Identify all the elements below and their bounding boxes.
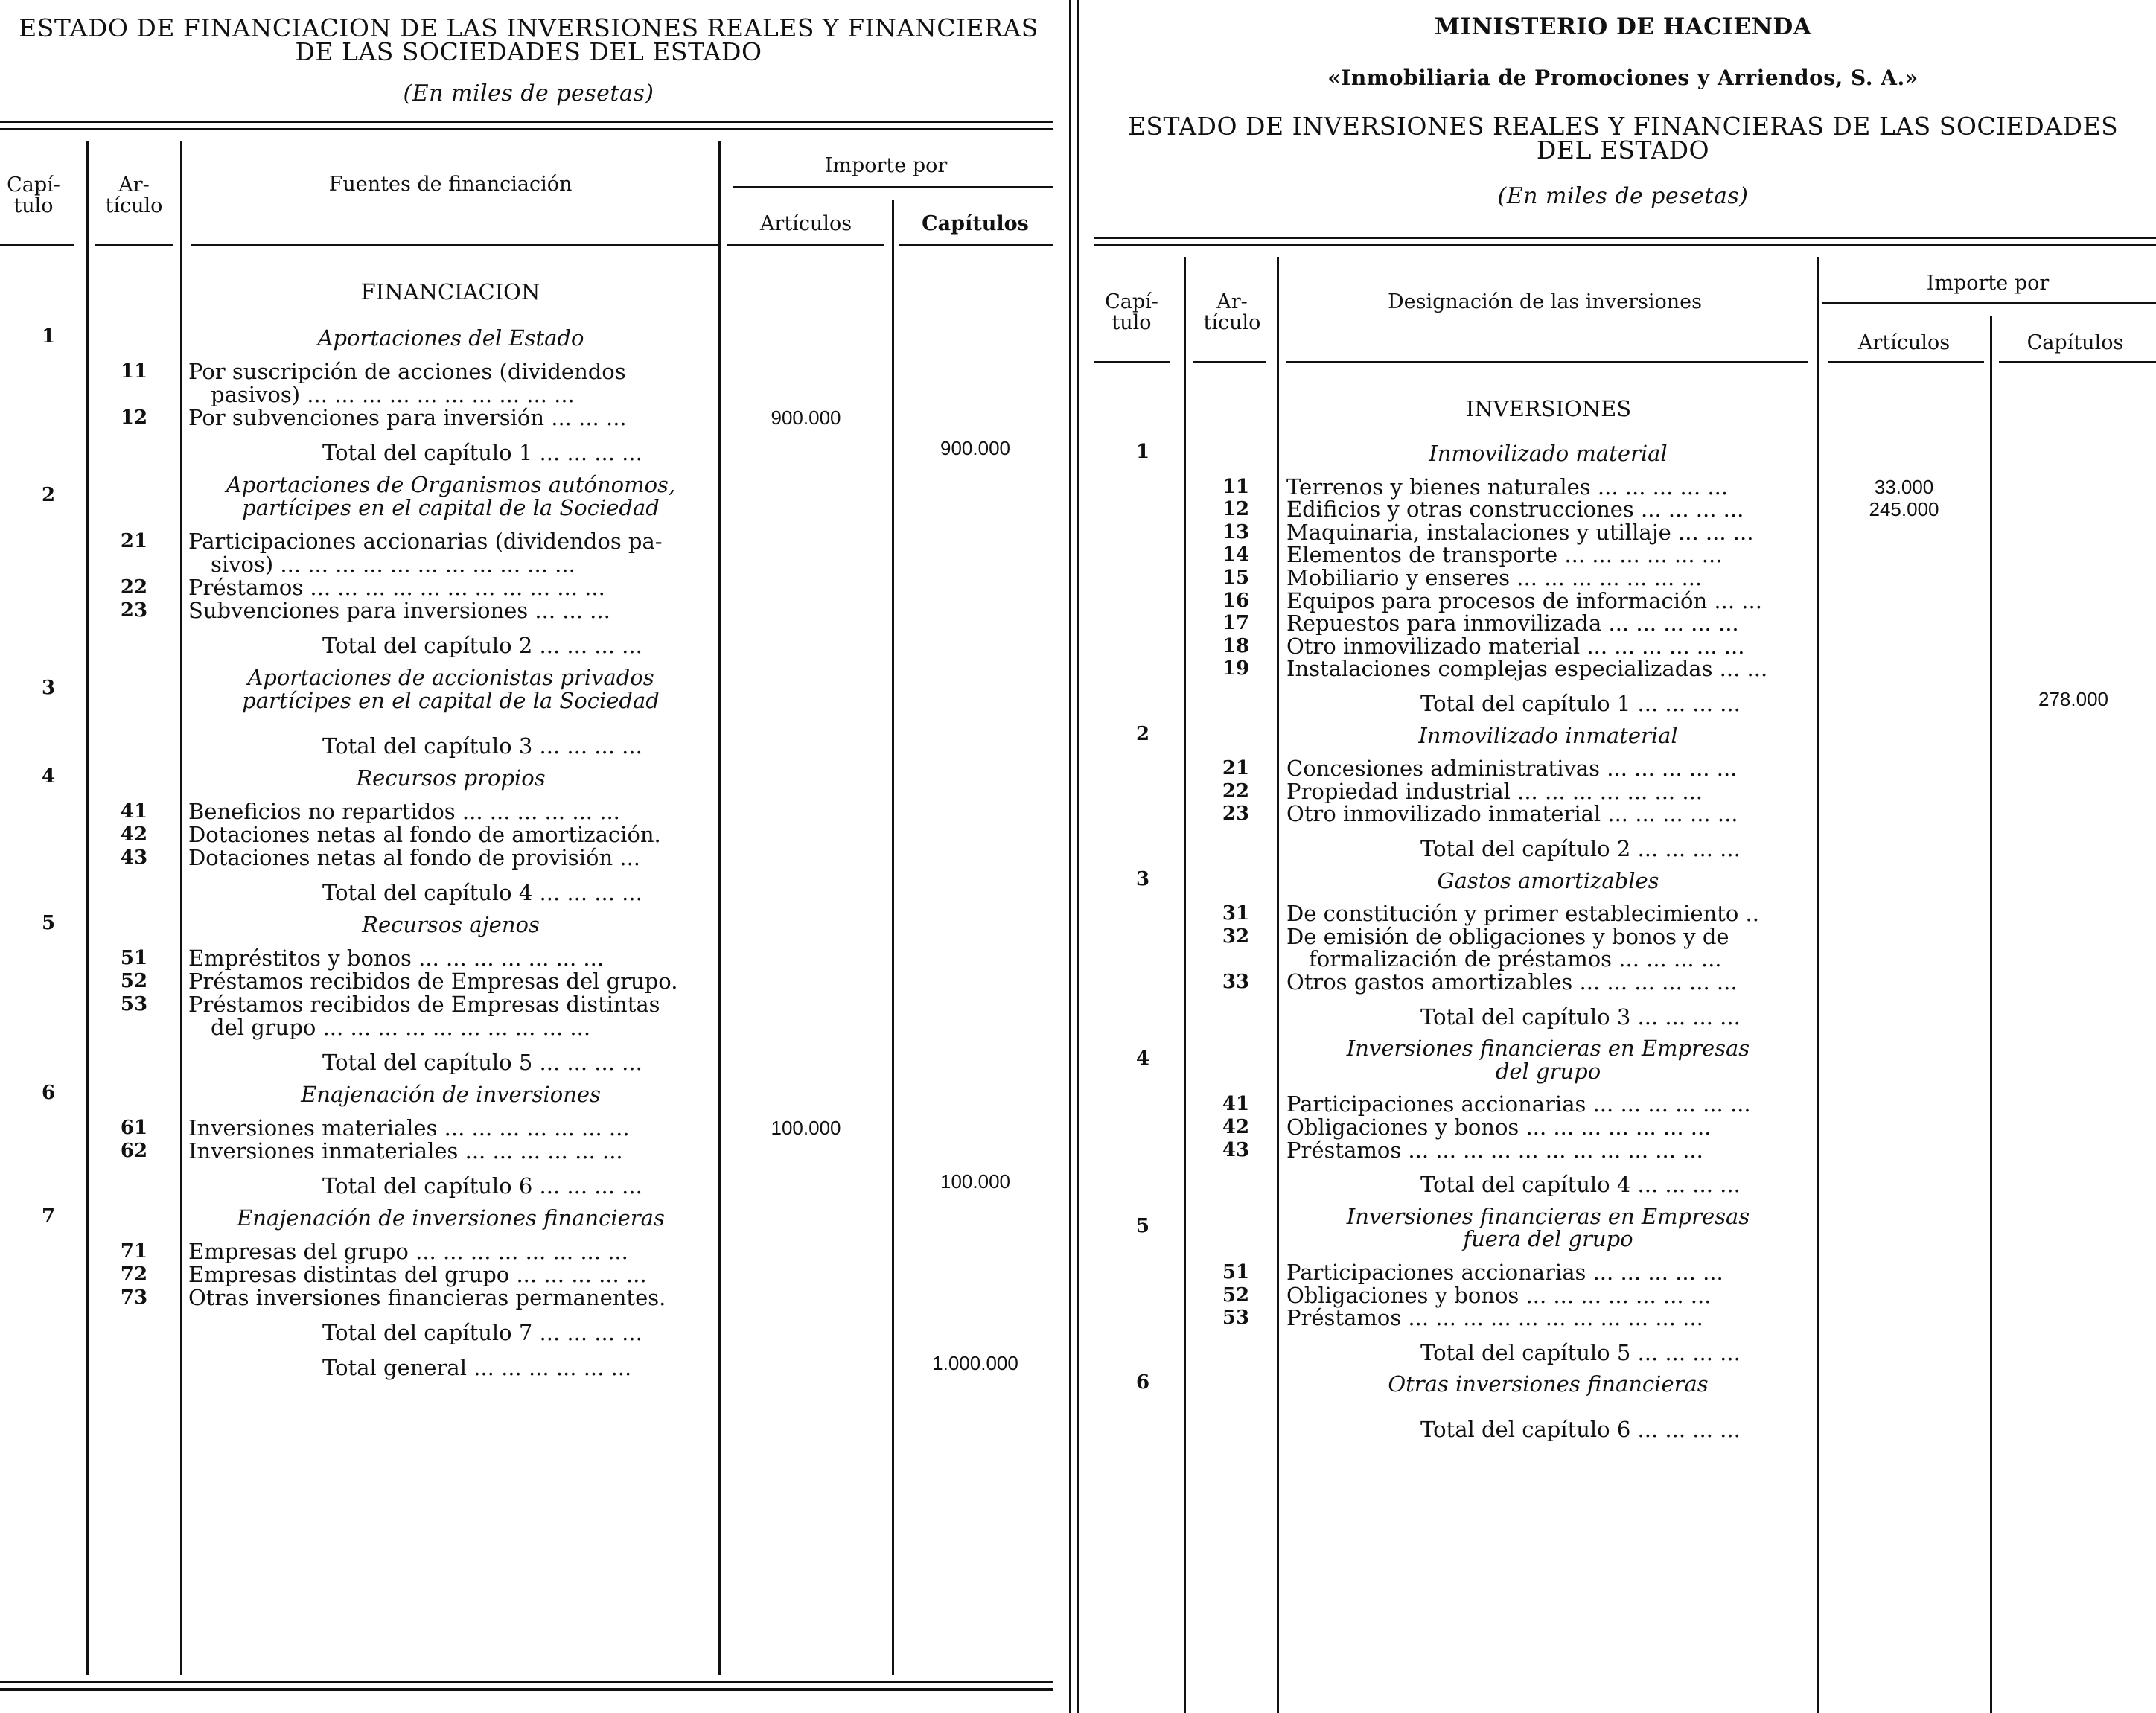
left-rule-top-2: [0, 128, 1053, 130]
left-article-line-1: Empréstitos y bonos ... ... ... ... ... ... ...: [188, 945, 605, 971]
right-article-line-1: Propiedad industrial ... ... ... ... ... ... ...: [1286, 778, 1703, 804]
left-chapter-number: 1: [41, 325, 56, 348]
right-chapter-title-line-2: del grupo: [1495, 1058, 1601, 1084]
right-chapter-number: 1: [1135, 441, 1150, 463]
right-article-line-1: Edificios y otras construcciones ... ... ... ...: [1286, 497, 1744, 523]
right-article-number: 33: [1222, 971, 1250, 993]
left-article-number: 43: [120, 846, 148, 869]
left-article-number: 21: [120, 530, 148, 552]
right-total-line: Total del capítulo 6 ... ... ... ...: [1420, 1417, 1741, 1442]
right-article-line-1: Obligaciones y bonos ... ... ... ... ... ... ...: [1286, 1114, 1712, 1140]
right-article-number: 51: [1222, 1261, 1250, 1283]
left-chapter-title: Aportaciones del Estado: [317, 325, 584, 351]
left-article-line-1: Por subvenciones para inversión ... ... ...: [188, 405, 627, 430]
left-total-line: Total del capítulo 1 ... ... ... ...: [322, 440, 642, 465]
right-total-line: Total del capítulo 1 ... ... ... ...: [1420, 691, 1741, 716]
left-total-line: Total del capítulo 5 ... ... ... ...: [322, 1050, 642, 1075]
right-article-line-1: Otro inmovilizado inmaterial ... ... ... ... ...: [1286, 801, 1738, 827]
right-chapter-title-line-1: Inversiones financieras en Empresas: [1346, 1036, 1750, 1062]
left-chapter-number: 2: [41, 483, 56, 506]
left-header-articulos: Artículos: [759, 212, 852, 235]
left-article-line-1: Otras inversiones financieras permanentes.: [188, 1285, 666, 1310]
right-article-line-1: Obligaciones y bonos ... ... ... ... ... ... ...: [1286, 1282, 1712, 1308]
right-header-importe-rule: [1822, 302, 2156, 304]
left-article-number: 23: [120, 599, 148, 622]
right-chapter-title-line-1: Inversiones financieras en Empresas: [1346, 1203, 1750, 1229]
right-article-line-1: De constitución y primer establecimiento ..: [1286, 901, 1759, 927]
right-article-number: 21: [1222, 757, 1250, 780]
right-article-number: 22: [1222, 779, 1250, 803]
left-header-rule-e: [899, 244, 1053, 246]
left-chapter-number: 3: [41, 676, 56, 699]
right-article-line-1: Participaciones accionarias ... ... ... ... ...: [1286, 1260, 1723, 1285]
left-article-number: 11: [120, 360, 148, 383]
left-header-fuentes: Fuentes de financiación: [328, 173, 573, 196]
left-header-articulo: [93, 175, 175, 217]
right-article-line-1: Préstamos ... ... ... ... ... ... ... ... ... ... ...: [1286, 1137, 1703, 1163]
left-title-line-1: ESTADO DE FINANCIACION DE LAS INVERSIONES REALES Y FINANCIERAS: [19, 13, 1039, 42]
right-article-line-1: Elementos de transporte ... ... ... ... ... ...: [1286, 542, 1723, 568]
left-article-amount: 100.000: [771, 1117, 841, 1139]
left-chapter-number: 4: [41, 765, 56, 788]
left-article-number: 73: [120, 1286, 148, 1309]
right-chapter-title: Gastos amortizables: [1437, 867, 1659, 893]
right-article-number: 11: [1222, 475, 1250, 498]
left-header-rule-c: [191, 244, 719, 246]
left-total-line: Total del capítulo 3 ... ... ... ...: [322, 733, 642, 759]
left-article-line-1: Inversiones inmateriales ... ... ... ... ... ...: [188, 1138, 623, 1164]
right-header-articulo-a: Ar-: [1216, 290, 1248, 313]
right-title-line-1: ESTADO DE INVERSIONES REALES Y FINANCIERAS DE LAS SOCIEDADES: [1127, 112, 2119, 141]
right-article-number: 23: [1222, 803, 1250, 826]
right-col-divider-3: [1817, 257, 1819, 1713]
right-rule-top-1: [1094, 237, 2156, 239]
left-header-rule-a: [0, 244, 74, 246]
left-article-number: 51: [120, 947, 148, 969]
right-header-importe: Importe por: [1926, 272, 2050, 295]
right-header-capitulo-a: Capí-: [1105, 290, 1158, 313]
right-article-number: 31: [1222, 902, 1250, 925]
left-article-number: 72: [120, 1263, 148, 1286]
left-col-divider-2: [180, 141, 182, 1675]
right-article-number: 43: [1222, 1138, 1250, 1161]
left-article-number: 52: [120, 970, 148, 992]
right-ministry: MINISTERIO DE HACIENDA: [1434, 13, 1812, 40]
right-header-rule-d: [1828, 361, 1984, 363]
left-header-importe: Importe por: [824, 154, 948, 177]
left-header-articulo-b: tículo: [105, 194, 163, 217]
left-total-line: Total general ... ... ... ... ... ...: [322, 1355, 632, 1380]
right-chapter-number: 6: [1135, 1371, 1150, 1394]
left-header-importe-rule: [733, 186, 1053, 188]
right-article-number: 41: [1222, 1093, 1250, 1116]
right-article-number: 53: [1222, 1307, 1250, 1330]
right-rule-top-2: [1094, 244, 2156, 246]
left-header-capitulo: [0, 175, 67, 217]
right-article-line-1: Instalaciones complejas especializadas ... ...: [1286, 656, 1768, 682]
left-article-number: 61: [120, 1117, 148, 1139]
right-article-line-1: Préstamos ... ... ... ... ... ... ... ... ... ... ...: [1286, 1305, 1703, 1331]
right-article-number: 19: [1222, 657, 1250, 680]
right-article-number: 16: [1222, 589, 1250, 612]
left-header-rule-b: [95, 244, 173, 246]
right-article-line-1: Equipos para procesos de información ... ...: [1286, 587, 1762, 613]
left-rule-bottom-2: [0, 1688, 1053, 1691]
left-section-title: FINANCIACION: [360, 279, 540, 304]
right-title-line-2: DEL ESTADO: [1536, 135, 1710, 165]
page-divider-1: [1069, 0, 1071, 1713]
right-chapter-number: 4: [1135, 1047, 1150, 1070]
right-header-rule-e: [1999, 361, 2156, 363]
left-total-amount: 100.000: [940, 1170, 1010, 1193]
left-header-capitulo-b: tulo: [13, 194, 54, 217]
right-total-line: Total del capítulo 3 ... ... ... ...: [1420, 1004, 1741, 1030]
left-chapter-number: 6: [41, 1082, 56, 1104]
left-total-line: Total del capítulo 7 ... ... ... ...: [322, 1320, 642, 1345]
left-title-line-2: DE LAS SOCIEDADES DEL ESTADO: [295, 37, 762, 66]
left-article-line-2: del grupo ... ... ... ... ... ... ... ... ... ...: [211, 1015, 591, 1040]
right-article-line-1: Concesiones administrativas ... ... ... ... ...: [1286, 756, 1738, 782]
left-chapter-title-line-2: partícipes en el capital de la Sociedad: [242, 495, 660, 520]
right-total-amount: 278.000: [2038, 688, 2108, 710]
left-total-amount: 1.000.000: [932, 1352, 1018, 1374]
left-units: (En miles de pesetas): [403, 80, 654, 106]
right-article-line-1: Mobiliario y enseres ... ... ... ... ... ... ...: [1286, 565, 1703, 590]
left-col-divider-3: [718, 141, 721, 1675]
right-chapter-number: 3: [1135, 867, 1150, 890]
right-header-designacion: Designación de las inversiones: [1387, 290, 1703, 313]
left-col-divider-4: [892, 200, 894, 1675]
left-col-divider-1: [86, 141, 89, 1675]
right-article-number: 52: [1222, 1283, 1250, 1307]
left-chapter-title: Recursos propios: [356, 765, 546, 791]
right-article-number: 17: [1222, 612, 1250, 635]
right-chapter-title: Inmovilizado inmaterial: [1418, 722, 1678, 748]
right-article-amount: 245.000: [1869, 498, 1939, 521]
left-article-amount: 900.000: [771, 406, 841, 429]
right-article-number: 32: [1222, 925, 1250, 948]
left-article-line-1: Empresas distintas del grupo ... ... ... ... ...: [188, 1262, 647, 1287]
left-rule-bottom-1: [0, 1681, 1053, 1683]
left-total-line: Total del capítulo 2 ... ... ... ...: [322, 633, 642, 658]
left-article-number: 53: [120, 993, 148, 1015]
right-header-articulos: Artículos: [1857, 331, 1951, 354]
left-chapter-title-line-1: Aportaciones de accionistas privados: [247, 665, 654, 690]
left-article-line-2: pasivos) ... ... ... ... ... ... ... ... ... ...: [211, 382, 575, 407]
right-chapter-number: 2: [1135, 722, 1150, 745]
left-article-line-1: Por suscripción de acciones (dividendos: [188, 359, 626, 384]
right-article-number: 13: [1222, 520, 1250, 543]
right-header-rule-c: [1286, 361, 1808, 363]
left-article-line-1: Préstamos recibidos de Empresas del grupo.: [188, 969, 678, 994]
right-col-divider-4: [1990, 316, 1992, 1713]
left-article-line-1: Dotaciones netas al fondo de provisión ...: [188, 845, 641, 870]
left-article-line-1: Préstamos recibidos de Empresas distintas: [188, 992, 660, 1017]
left-article-number: 41: [120, 800, 148, 823]
right-header-rule-a: [1094, 361, 1170, 363]
left-chapter-number: 7: [41, 1205, 56, 1228]
right-article-line-1: Repuestos para inmovilizada ... ... ... ... ...: [1286, 610, 1739, 637]
right-header-articulo-b: tículo: [1203, 311, 1261, 334]
page-divider-2: [1077, 0, 1079, 1713]
left-article-number: 62: [120, 1140, 148, 1162]
left-article-line-1: Beneficios no repartidos ... ... ... ... ... ...: [188, 799, 620, 824]
right-header-rule-b: [1193, 361, 1266, 363]
right-article-number: 42: [1222, 1116, 1250, 1138]
right-chapter-title: Otras inversiones financieras: [1388, 1371, 1709, 1397]
right-header-capitulo: [1094, 292, 1169, 334]
right-chapter-number: 5: [1135, 1215, 1150, 1238]
right-article-line-1: Otros gastos amortizables ... ... ... ... ... ...: [1286, 969, 1738, 995]
right-article-line-1: Maquinaria, instalaciones y utillaje ... ... ...: [1286, 519, 1754, 545]
left-article-number: 22: [120, 576, 148, 599]
left-chapter-title-line-2: partícipes en el capital de la Sociedad: [242, 688, 660, 713]
left-total-line: Total del capítulo 4 ... ... ... ...: [322, 880, 642, 905]
left-article-number: 71: [120, 1240, 148, 1263]
left-total-line: Total del capítulo 6 ... ... ... ...: [322, 1173, 642, 1199]
left-article-line-1: Empresas del grupo ... ... ... ... ... ... ... ...: [188, 1239, 628, 1264]
right-article-line-1: Terrenos y bienes naturales ... ... ... ... ...: [1286, 473, 1729, 500]
left-article-line-1: Dotaciones netas al fondo de amortización.: [188, 822, 661, 847]
left-chapter-title: Enajenación de inversiones financieras: [237, 1205, 665, 1231]
left-header-capitulos: Capítulos: [922, 212, 1029, 235]
right-article-line-1: Otro inmovilizado material ... ... ... ... ... ...: [1286, 633, 1745, 659]
right-article-number: 12: [1222, 498, 1250, 521]
right-article-number: 14: [1222, 543, 1250, 567]
right-chapter-title: Inmovilizado material: [1429, 441, 1668, 466]
right-section-title: INVERSIONES: [1465, 396, 1632, 421]
right-company: «Inmobiliaria de Promociones y Arriendos, S. A.»: [1327, 66, 1919, 90]
right-header-capitulo-b: tulo: [1112, 311, 1152, 334]
right-total-line: Total del capítulo 5 ... ... ... ...: [1420, 1339, 1741, 1365]
left-article-line-1: Subvenciones para inversiones ... ... ...: [188, 598, 610, 623]
left-header-articulo-a: Ar-: [118, 173, 150, 197]
right-header-articulo: [1191, 292, 1273, 334]
left-chapter-title-line-1: Aportaciones de Organismos autónomos,: [226, 472, 676, 497]
left-article-number: 12: [120, 406, 148, 429]
right-article-amount: 33.000: [1874, 475, 1934, 498]
left-chapter-number: 5: [41, 912, 56, 934]
right-header-capitulos: Capítulos: [2026, 331, 2124, 354]
right-col-divider-2: [1277, 257, 1279, 1713]
right-chapter-title-line-2: fuera del grupo: [1463, 1226, 1633, 1252]
left-rule-top-1: [0, 121, 1053, 123]
left-article-number: 42: [120, 823, 148, 846]
left-article-line-1: Préstamos ... ... ... ... ... ... ... ... ... ... ...: [188, 575, 605, 600]
right-col-divider-1: [1184, 257, 1186, 1713]
left-article-line-1: Inversiones materiales ... ... ... ... ... ... ...: [188, 1115, 630, 1141]
left-header-capitulo-a: Capí-: [7, 173, 60, 197]
right-article-line-1: Participaciones accionarias ... ... ... ... ... ...: [1286, 1091, 1751, 1117]
right-article-number: 18: [1222, 634, 1250, 657]
right-article-line-2: formalización de préstamos ... ... ... ...: [1309, 946, 1722, 972]
right-article-number: 15: [1222, 567, 1250, 589]
right-article-line-1: De emisión de obligaciones y bonos y de: [1286, 923, 1729, 949]
left-header-rule-d: [727, 244, 884, 246]
left-chapter-title: Enajenación de inversiones: [301, 1082, 601, 1107]
right-total-line: Total del capítulo 2 ... ... ... ...: [1420, 836, 1741, 861]
left-article-line-1: Participaciones accionarias (dividendos pa-: [188, 529, 663, 554]
left-total-amount: 900.000: [940, 437, 1010, 459]
left-article-line-2: sivos) ... ... ... ... ... ... ... ... ... ... ...: [211, 552, 575, 577]
left-chapter-title: Recursos ajenos: [362, 912, 540, 937]
right-total-line: Total del capítulo 4 ... ... ... ...: [1420, 1172, 1741, 1198]
right-units: (En miles de pesetas): [1497, 183, 1749, 209]
